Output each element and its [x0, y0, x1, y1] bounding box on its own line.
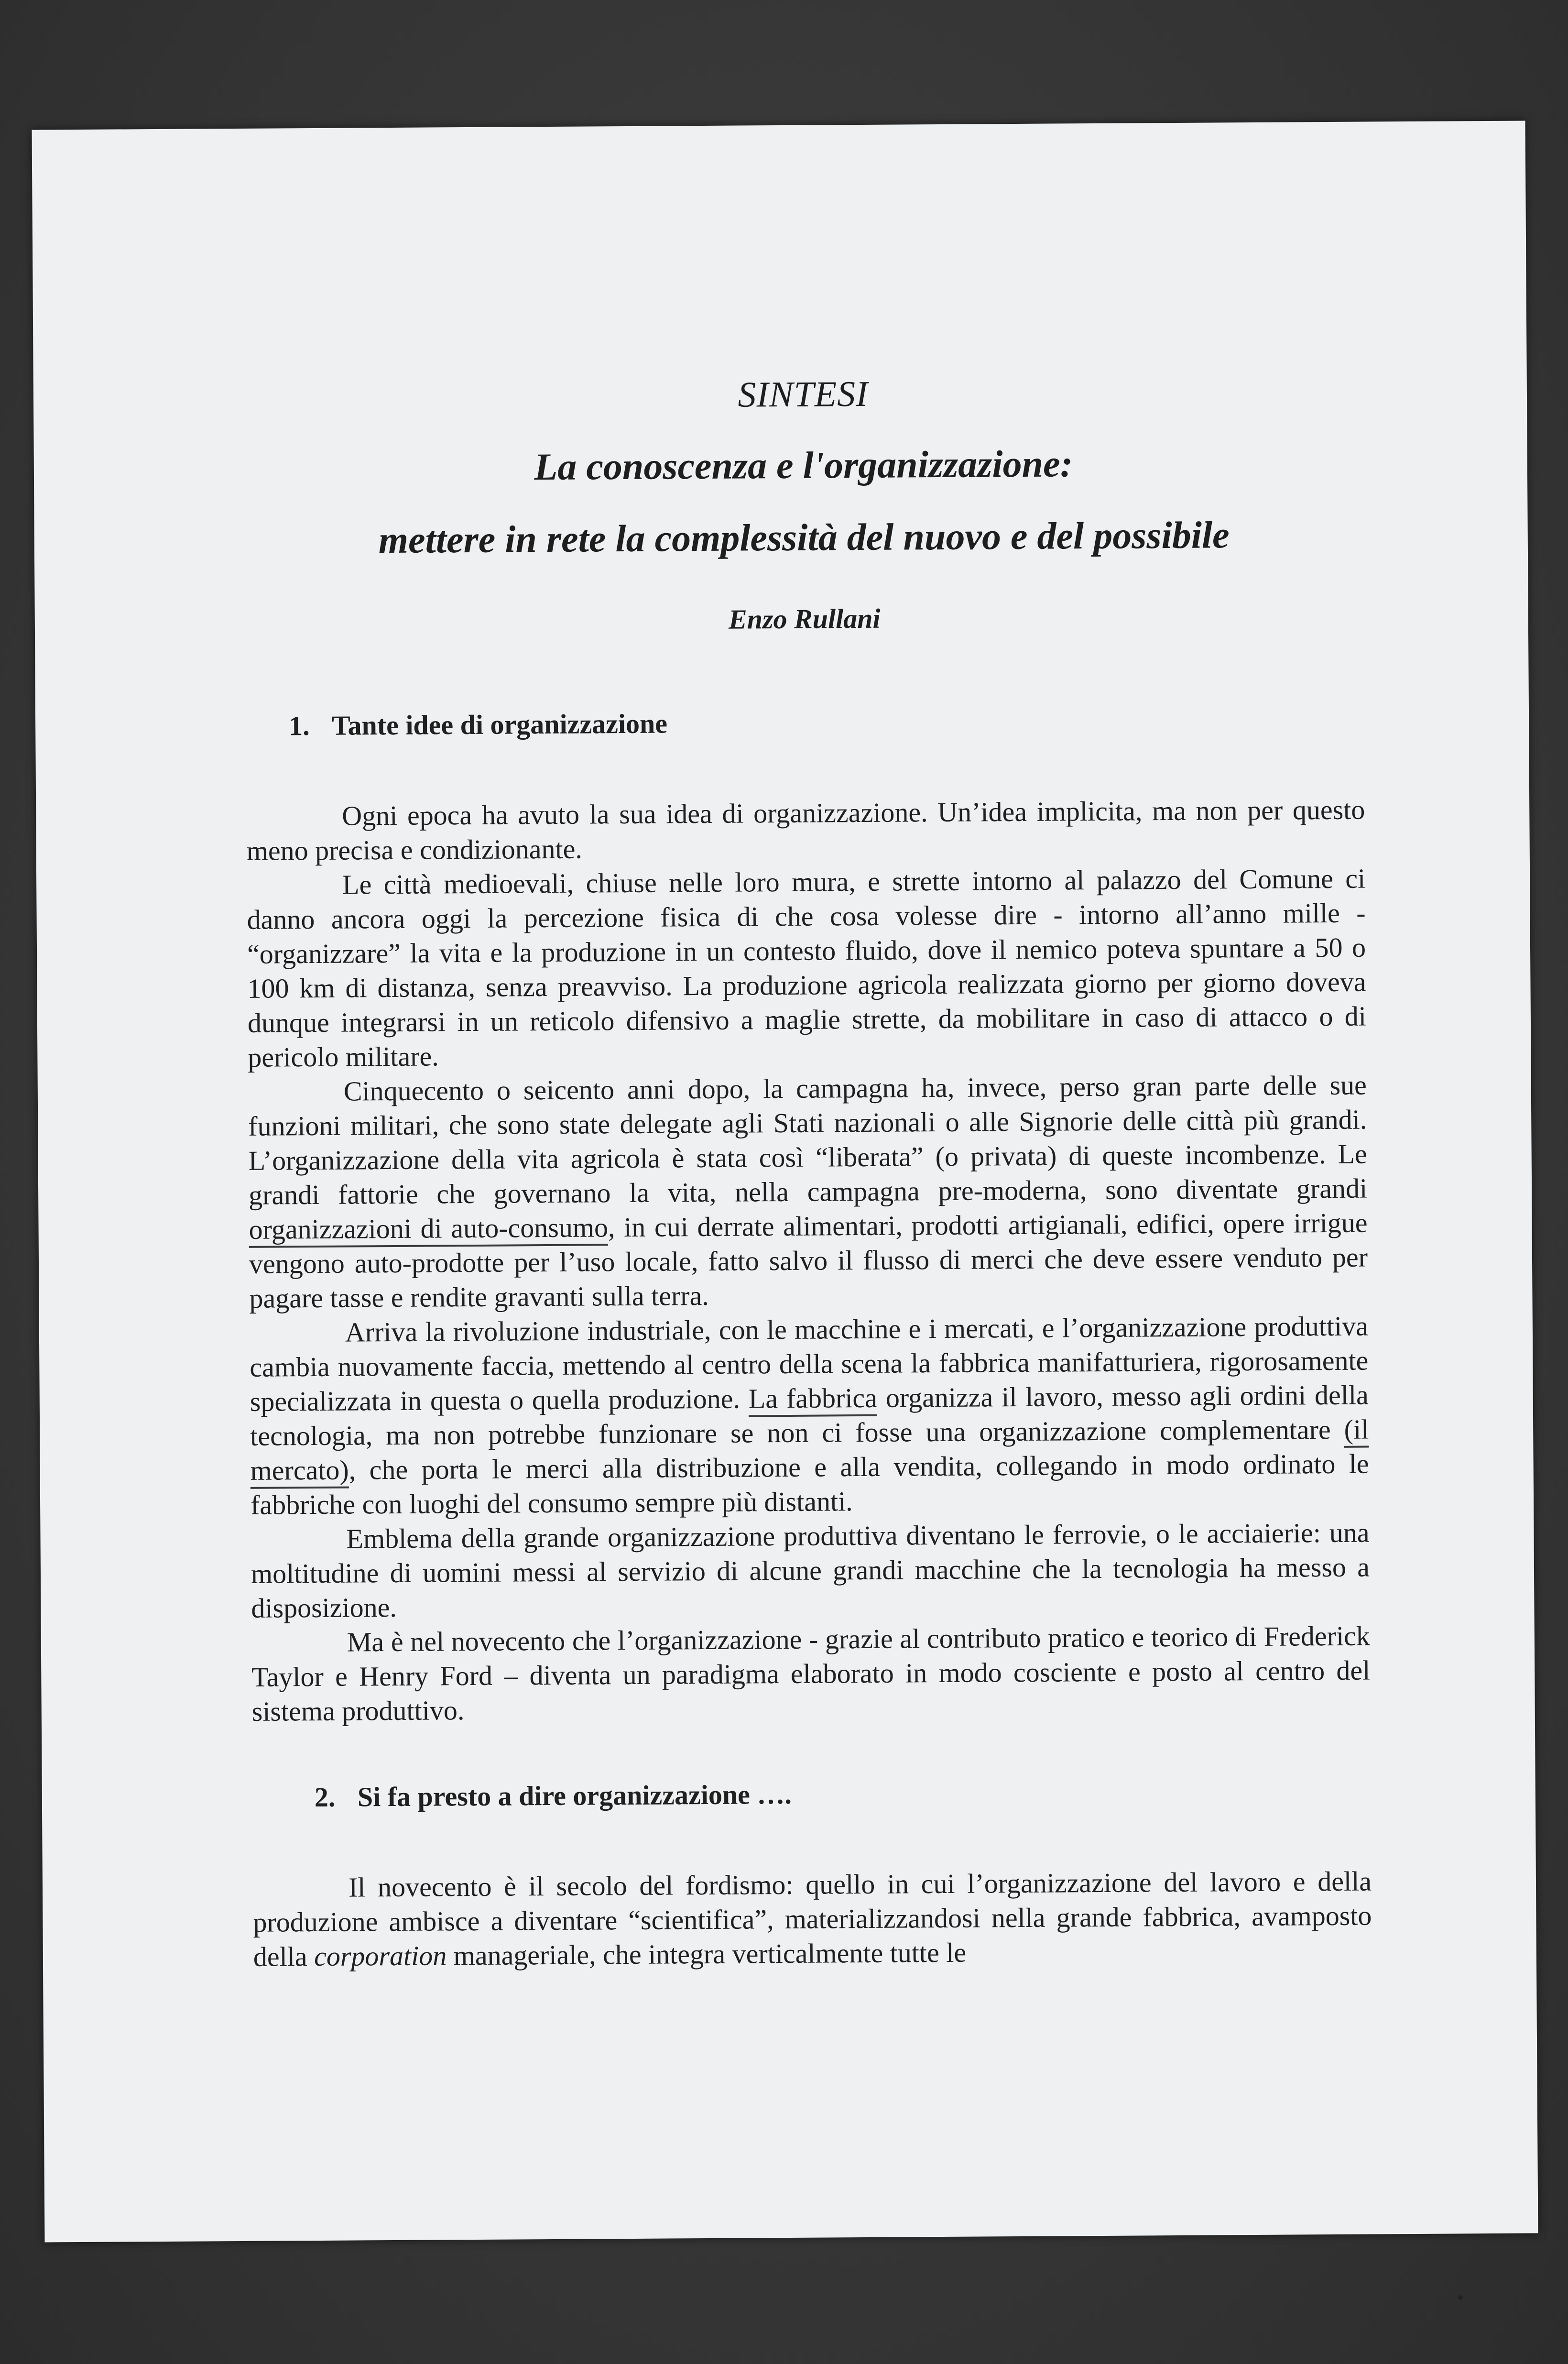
section-number: 2.: [314, 1781, 336, 1813]
underlined-phrase: organizzazioni di auto-consumo: [249, 1212, 608, 1248]
paper-sheet: [32, 120, 1538, 2242]
title-line-2: mettere in rete la complessità del nuovo e del possibile: [378, 514, 1230, 562]
title-block: [244, 371, 1364, 638]
underlined-phrase: La fabbrica: [749, 1382, 877, 1417]
paragraph: Le città medioevali, chiuse nelle loro mura, e strette intorno al palazzo del Comune ci danno ancora oggi la percezione fisica di che cosa volesse dire - intorno all’anno mille - “organizzare” la vita e la produzione in un contesto fluido, dove il nemico poteva spuntare a 50 o 100 km di distanza, senza preavviso. La produzione agricola realizzata giorno per giorno doveva dunque integrarsi in un reticolo difensivo a maglie strette, da mobilitare in caso di attacco o di pericolo militare.: [247, 863, 1367, 1073]
paragraph: [248, 1068, 1368, 1316]
section-heading-2: [315, 1775, 1371, 1813]
paragraph: Ogni epoca ha avuto la sua idea di organizzazione. Un’idea implicita, ma non per questo meno precisa e condizionante.: [246, 794, 1365, 866]
paragraph: Emblema della grande organizzazione produttiva diventano le ferrovie, o le acciaierie: una moltitudine di uomini messi al servizio di alcune grandi macchine che la tecnologia ha messo a disposizione.: [250, 1517, 1370, 1624]
document-body: [244, 371, 1372, 1974]
section-title: Tante idee di organizzazione: [331, 708, 668, 741]
title-line-1: La conoscenza e l'organizzazione:: [534, 443, 1073, 489]
author-name: Enzo Rullani: [728, 602, 881, 635]
section-heading-1: [289, 703, 1364, 742]
dust-speck: [1458, 2295, 1463, 2300]
paragraph-text: organizza il lavoro, messo agli ordini della tecnologia, ma non potrebbe funzionare se non ci fosse una organizzazione complementare: [250, 1379, 1369, 1452]
section-title: Si fa presto a dire organizzazione ….: [357, 1778, 792, 1813]
section-number: 1.: [288, 710, 310, 742]
paragraph-text: , in cui derrate alimentari, prodotti artigianali, edifici, opere irrigue vengono auto-prodotte per l’uso locale, fatto salvo il flusso di merci che deve essere venduto per pagare tasse e rendite gravanti sulla terra.: [249, 1207, 1368, 1314]
paragraph: [250, 1309, 1370, 1522]
paragraph-text: Cinquecento o seicento anni dopo, la campagna ha, invece, perso gran parte delle sue funzioni militari, che sono state delegate agli Stati nazionali o alle Signorie delle città più grandi. L’organizzazione della vita agricola è stata così “liberata” (o privata) di queste incombenze. Le grandi fattorie che governano la vita, nella campagna pre-moderna, sono diventate grandi: [248, 1069, 1368, 1211]
paragraph-text: Il novecento è il secolo del fordismo: quello in cui l’organizzazione del lavoro e della produzione ambisce a diventare “scientifica”, materializzandosi nella grande fabbrica, avamposto della: [253, 1865, 1372, 1972]
paragraph: [253, 1864, 1372, 1974]
paragraph-text: manageriale, che integra verticalmente tutte le: [453, 1937, 967, 1971]
paragraph: Ma è nel novecento che l’organizzazione - grazie al contributo pratico e teorico di Frederick Taylor e Henry Ford – diventa un paradigma elaborato in modo cosciente e posto al centro del sistema produttivo.: [251, 1620, 1371, 1727]
italic-term: corporation: [314, 1940, 447, 1972]
paragraph-text: , che porta le merci alla distribuzione e alla vendita, collegando in modo ordinato le fabbriche con luoghi del consumo sempre più distanti.: [250, 1448, 1369, 1521]
paragraph-text: Arriva la rivoluzione industriale, con le macchine e i mercati, e l’organizzazione produttiva cambia nuovamente faccia, mettendo al centro della scena la fabbrica manifatturiera, rigorosamente specializzata in questa o quella produzione.: [250, 1310, 1369, 1417]
document-label: SINTESI: [738, 373, 869, 415]
underlined-phrase: (il mercato): [250, 1414, 1369, 1489]
